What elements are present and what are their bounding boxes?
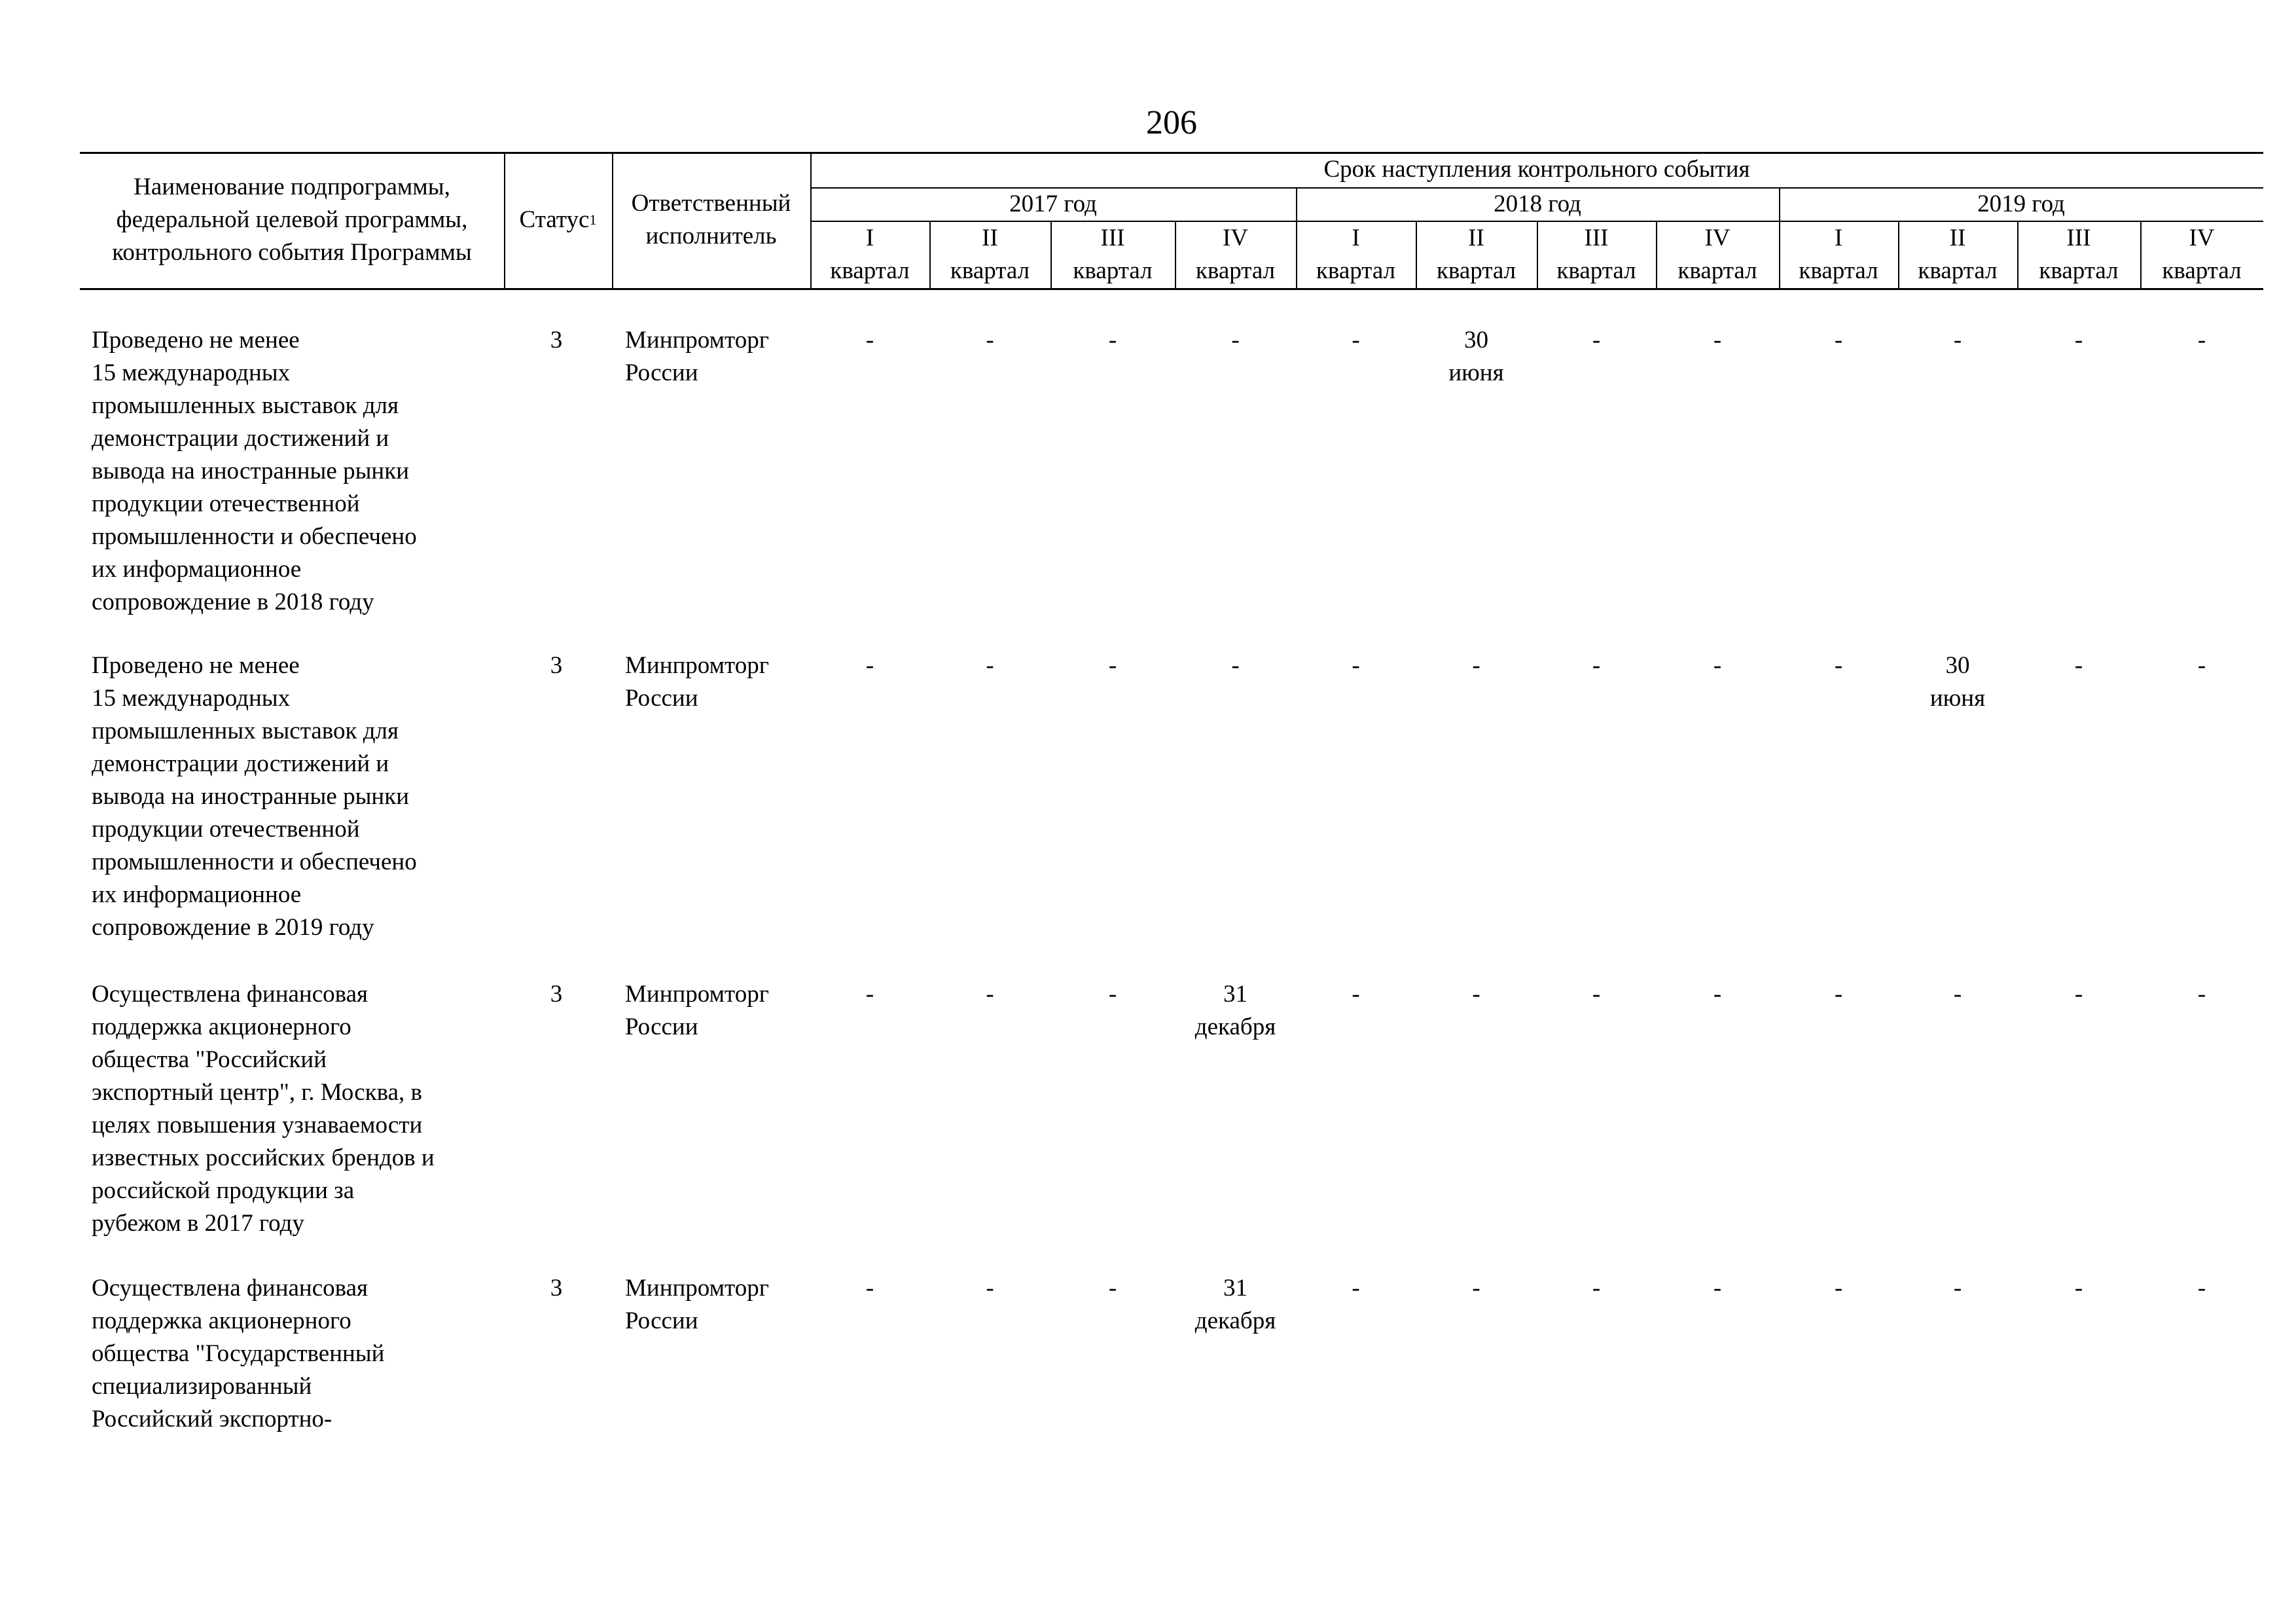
quarter-word: квартал bbox=[1677, 257, 1757, 284]
quarter-deadline: - bbox=[1108, 1275, 1117, 1302]
quarter-deadline: - bbox=[986, 981, 994, 1008]
quarter-header bbox=[1050, 221, 1175, 288]
quarter-deadline: 30 июня bbox=[1448, 327, 1504, 386]
quarter-number: III bbox=[1584, 224, 1609, 251]
quarter-deadline: - bbox=[1108, 652, 1117, 679]
quarter-number: IV bbox=[1222, 224, 1249, 251]
quarter-header bbox=[2017, 221, 2140, 288]
quarter-deadline: - bbox=[1108, 327, 1117, 354]
quarter-deadline: - bbox=[865, 652, 874, 679]
quarter-deadline: - bbox=[1713, 981, 1722, 1008]
event-name: Осуществлена финансовая поддержка акционерного общества "Государственный специализированный Российский экспортно- bbox=[92, 1275, 385, 1432]
quarter-header bbox=[1416, 221, 1537, 288]
event-status: 3 bbox=[550, 981, 563, 1008]
quarter-word: квартал bbox=[1073, 257, 1153, 284]
quarter-number: IV bbox=[2189, 224, 2215, 251]
quarter-number: II bbox=[1949, 224, 1966, 251]
quarter-number: II bbox=[982, 224, 998, 251]
quarter-deadline: - bbox=[986, 652, 994, 679]
quarter-deadline: - bbox=[2074, 652, 2083, 679]
event-executor: Минпромторг России bbox=[625, 652, 769, 712]
quarter-deadline: - bbox=[2197, 327, 2206, 354]
quarter-header bbox=[2140, 221, 2263, 288]
quarter-deadline: - bbox=[1953, 981, 1962, 1008]
quarter-header bbox=[810, 221, 929, 288]
page-number: 206 bbox=[1146, 104, 1197, 141]
quarter-deadline: - bbox=[1834, 652, 1843, 679]
quarter-word: квартал bbox=[1556, 257, 1636, 284]
status-column-header bbox=[504, 152, 612, 288]
quarter-number: II bbox=[1468, 224, 1484, 251]
quarter-deadline: - bbox=[865, 981, 874, 1008]
quarter-deadline: - bbox=[1834, 1275, 1843, 1302]
quarter-deadline: - bbox=[865, 327, 874, 354]
quarter-word: квартал bbox=[1195, 257, 1276, 284]
quarter-word: квартал bbox=[830, 257, 910, 284]
quarter-number: III bbox=[2066, 224, 2091, 251]
quarter-deadline: - bbox=[986, 1275, 994, 1302]
quarter-deadline: - bbox=[1713, 652, 1722, 679]
quarter-deadline: - bbox=[1472, 981, 1480, 1008]
quarter-header bbox=[1537, 221, 1656, 288]
quarter-deadline: - bbox=[1953, 1275, 1962, 1302]
quarter-word: квартал bbox=[1918, 257, 1998, 284]
status-footnote-mark: 1 bbox=[589, 211, 597, 228]
executor-column-header: Ответственный исполнитель bbox=[631, 190, 791, 249]
quarter-word: квартал bbox=[2039, 257, 2119, 284]
quarter-deadline: 31 декабря bbox=[1194, 981, 1276, 1040]
quarter-deadline: - bbox=[986, 327, 994, 354]
quarter-header bbox=[1898, 221, 2017, 288]
quarter-header bbox=[1296, 221, 1416, 288]
deadline-group-header: Срок наступления контрольного события bbox=[1323, 156, 1750, 183]
name-column-header: Наименование подпрограммы, федеральной целевой программы, контрольного события Программы bbox=[112, 173, 472, 266]
quarter-deadline: - bbox=[1592, 327, 1601, 354]
quarter-deadline: - bbox=[2197, 1275, 2206, 1302]
event-executor: Минпромторг России bbox=[625, 327, 769, 386]
quarter-deadline: - bbox=[1713, 1275, 1722, 1302]
quarter-deadline: - bbox=[1231, 327, 1240, 354]
quarter-number: I bbox=[1352, 224, 1360, 251]
quarter-deadline: - bbox=[1231, 652, 1240, 679]
quarter-deadline: - bbox=[2074, 1275, 2083, 1302]
quarter-deadline: - bbox=[1592, 981, 1601, 1008]
event-status: 3 bbox=[550, 327, 563, 354]
quarter-deadline: - bbox=[1592, 652, 1601, 679]
quarter-deadline: - bbox=[2197, 981, 2206, 1008]
event-name: Проведено не менее 15 международных промышленных выставок для демонстрации достижений и вывода на иностранные рынки продукции отечественной промышленности и обеспечено их информационное сопровождение в 2019 году bbox=[92, 652, 417, 941]
status-header-label: Статус bbox=[519, 206, 590, 233]
quarter-deadline: - bbox=[1352, 652, 1360, 679]
quarter-deadline: - bbox=[1352, 981, 1360, 1008]
quarter-word: квартал bbox=[2162, 257, 2242, 284]
quarter-deadline: - bbox=[2197, 652, 2206, 679]
quarter-deadline: - bbox=[2074, 981, 2083, 1008]
quarter-number: I bbox=[1834, 224, 1843, 251]
quarter-number: III bbox=[1100, 224, 1125, 251]
quarter-number: I bbox=[865, 224, 874, 251]
quarter-word: квартал bbox=[1799, 257, 1878, 284]
event-name: Проведено не менее 15 международных промышленных выставок для демонстрации достижений и вывода на иностранные рынки продукции отечественной промышленности и обеспечено их информационное сопровождение в 2018 году bbox=[92, 327, 417, 615]
quarter-deadline: - bbox=[1592, 1275, 1601, 1302]
quarter-deadline: 30 июня bbox=[1929, 652, 1986, 712]
quarter-header bbox=[929, 221, 1050, 288]
quarter-deadline: 31 декабря bbox=[1194, 1275, 1276, 1334]
quarter-deadline: - bbox=[1108, 981, 1117, 1008]
quarter-word: квартал bbox=[950, 257, 1030, 284]
quarter-header bbox=[1175, 221, 1296, 288]
quarter-header bbox=[1779, 221, 1898, 288]
year-header: 2019 год bbox=[1977, 190, 2065, 217]
quarter-deadline: - bbox=[1472, 1275, 1480, 1302]
header-bottom-rule bbox=[80, 288, 2263, 290]
quarter-deadline: - bbox=[2074, 327, 2083, 354]
quarter-deadline: - bbox=[865, 1275, 874, 1302]
year-header: 2017 год bbox=[1009, 190, 1097, 217]
quarter-deadline: - bbox=[1834, 327, 1843, 354]
quarter-word: квартал bbox=[1436, 257, 1516, 284]
quarter-word: квартал bbox=[1316, 257, 1396, 284]
quarter-number: IV bbox=[1704, 224, 1731, 251]
quarter-deadline: - bbox=[1953, 327, 1962, 354]
quarter-deadline: - bbox=[1834, 981, 1843, 1008]
event-executor: Минпромторг России bbox=[625, 981, 769, 1040]
event-name: Осуществлена финансовая поддержка акционерного общества "Российский экспортный центр", г. Москва, в целях повышения узнаваемости известных российских брендов и российской продукции за рубежом в 2017 году bbox=[92, 981, 435, 1237]
quarter-deadline: - bbox=[1352, 327, 1360, 354]
quarter-deadline: - bbox=[1352, 1275, 1360, 1302]
quarter-header bbox=[1656, 221, 1779, 288]
event-status: 3 bbox=[550, 1275, 563, 1302]
event-executor: Минпромторг России bbox=[625, 1275, 769, 1334]
year-header: 2018 год bbox=[1494, 190, 1581, 217]
quarter-deadline: - bbox=[1713, 327, 1722, 354]
event-status: 3 bbox=[550, 652, 563, 679]
quarter-deadline: - bbox=[1472, 652, 1480, 679]
